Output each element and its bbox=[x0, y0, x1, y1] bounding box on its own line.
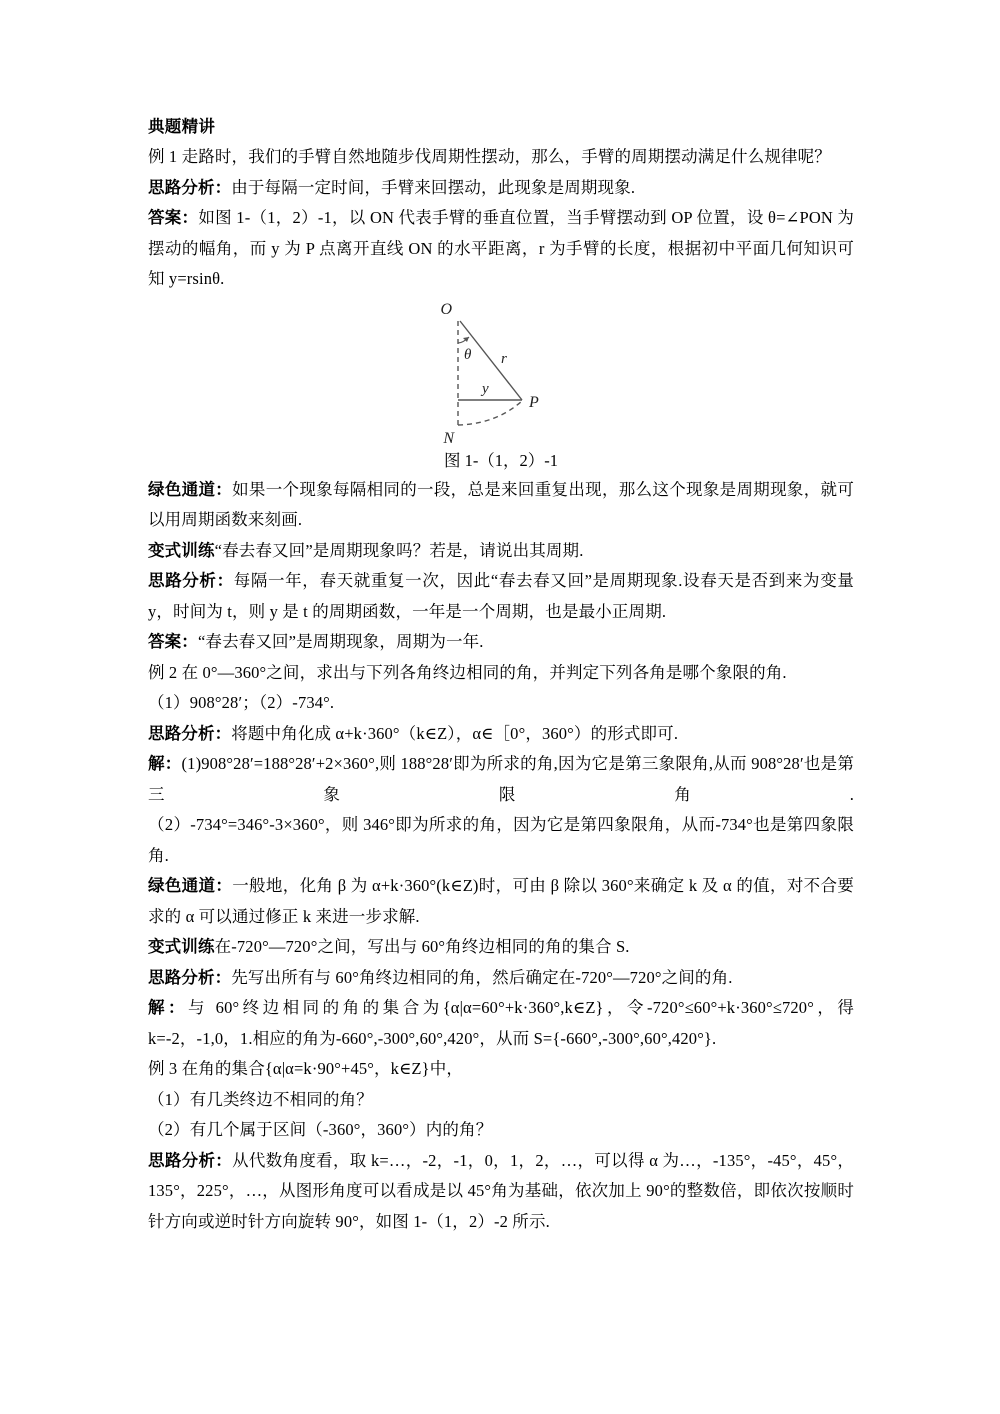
solution-label: 解： bbox=[148, 754, 182, 773]
example2-analysis bbox=[148, 719, 854, 750]
analysis-text: 每隔一年，春天就重复一次，因此“春去春又回”是周期现象.设春天是否到来为变量 y，时间为 t，则 y 是 t 的周期函数，一年是一个周期，也是最小正周期. bbox=[148, 571, 854, 621]
figure-label-O: O bbox=[440, 300, 452, 318]
figure-label-y: y bbox=[482, 380, 489, 397]
document-content bbox=[148, 112, 854, 1237]
figure-label-r: r bbox=[501, 350, 507, 367]
example2-solution-2 bbox=[148, 810, 854, 871]
example2-solution-1 bbox=[148, 749, 854, 810]
variant-text: “春去春又回”是周期现象吗？若是，请说出其周期. bbox=[214, 540, 584, 560]
variant-training-2 bbox=[148, 932, 854, 963]
figure-label-N: N bbox=[443, 429, 454, 445]
analysis-text: 将题中角化成 α+k·360°（k∈Z），α∈［0°，360°）的形式即可. bbox=[231, 723, 679, 743]
example3-question-2 bbox=[148, 1115, 854, 1146]
green-channel-text: 一般地，化角 β 为 α+k·360°(k∈Z)时，可由 β 除以 360°来确定 k 及 α 的值，对不合要求的 α 可以通过修正 k 来进一步求解. bbox=[148, 876, 855, 926]
analysis-text: 从代数角度看，取 k=…，-2，-1，0，1，2，…，可以得 α 为…，-135°，-45°，45°，135°，225°，…，从图形角度可以看成是以 45°角为基础，依次加上 90°的整数倍，即依次按顺时针方向或逆时针方向旋转 90°，如图 1-（1，2）-2 所示. bbox=[148, 1150, 855, 1231]
analysis-label: 思路分析： bbox=[148, 571, 234, 590]
analysis-label: 思路分析： bbox=[148, 177, 232, 197]
page-title: 典题精讲 bbox=[148, 117, 216, 136]
variant2-solution bbox=[148, 993, 854, 1054]
example2-prompt bbox=[148, 658, 854, 689]
figure-svg bbox=[416, 297, 596, 445]
example3-q2-text: （2）有几个属于区间（-360°，360°）内的角？ bbox=[148, 1120, 493, 1139]
example1-prompt-text: 例 1 走路时，我们的手臂自然地随步伐周期性摆动，那么，手臂的周期摆动满足什么规律呢？ bbox=[148, 147, 831, 166]
figure-caption: 图 1-（1，2）-1 bbox=[443, 450, 559, 470]
green-channel-2 bbox=[148, 871, 854, 932]
variant-text: 在-720°—720°之间，写出与 60°角终边相同的角的集合 S. bbox=[214, 937, 630, 956]
solution-text: (1)908°28′=188°28′+2×360°,则 188°28′即为所求的角,因为它是第三象限角,从而 908°28′也是第三象限角. bbox=[148, 754, 854, 804]
figure-label-P: P bbox=[529, 393, 539, 411]
example1-prompt bbox=[148, 142, 854, 173]
green-channel-1 bbox=[148, 475, 854, 536]
solution-text: 与 60°终边相同的角的集合为{α|α=60°+k·360°,k∈Z}，令-720°≤60°+k·360°≤720°，得 k=-2，-1,0，1.相应的角为-660°,-300°,60°,420°，从而 S={-660°,-300°,60°,420°}. bbox=[148, 998, 854, 1048]
arc-NP-dashed bbox=[458, 401, 522, 425]
analysis-text: 先写出所有与 60°角终边相同的角，然后确定在-720°—720°之间的角. bbox=[231, 967, 733, 987]
solution-label: 解： bbox=[148, 998, 189, 1017]
green-channel-text: 如果一个现象每隔相同的一段，总是来回重复出现，那么这个现象是周期现象，就可以用周期函数来刻画. bbox=[148, 479, 854, 529]
answer-label: 答案： bbox=[148, 208, 199, 227]
variant2-analysis bbox=[148, 963, 854, 994]
example1-analysis bbox=[148, 173, 854, 204]
green-channel-label: 绿色通道： bbox=[148, 876, 233, 895]
example3-prompt-text: 例 3 在角的集合{α|α=k·90°+45°，k∈Z}中， bbox=[148, 1059, 464, 1078]
solution-text: （2）-734°=346°-3×360°，则 346°即为所求的角，因为它是第四象限角，从而-734°也是第四象限角. bbox=[148, 815, 854, 865]
variant-label: 变式训练 bbox=[148, 937, 215, 956]
variant-label: 变式训练 bbox=[148, 540, 215, 560]
example2-items-text: （1）908°28′；（2）-734°. bbox=[148, 693, 335, 712]
example2-prompt-text: 例 2 在 0°—360°之间，求出与下列各角终边相同的角，并判定下列各角是哪个象限的角. bbox=[148, 662, 787, 682]
example3-analysis bbox=[148, 1146, 854, 1238]
analysis-label: 思路分析： bbox=[148, 723, 232, 743]
analysis-label: 思路分析： bbox=[148, 967, 232, 987]
figure-pendulum-arm bbox=[148, 297, 854, 447]
analysis-label: 思路分析： bbox=[148, 1150, 233, 1170]
answer-text: “春去春又回”是周期现象，周期为一年. bbox=[197, 632, 484, 651]
green-channel-label: 绿色通道： bbox=[148, 479, 233, 499]
figure-label-theta: θ bbox=[464, 346, 472, 363]
answer-label: 答案： bbox=[148, 632, 198, 651]
variant1-answer bbox=[148, 627, 854, 658]
variant-training-1 bbox=[148, 536, 854, 567]
example3-question-1 bbox=[148, 1085, 854, 1116]
example3-prompt bbox=[148, 1054, 854, 1085]
answer-text: 如图 1-（1，2）-1，以 ON 代表手臂的垂直位置，当手臂摆动到 OP 位置，设 θ=∠PON 为摆动的幅角，而 y 为 P 点离开直线 ON 的水平距离，r 为手臂的长度，根据初中平面几何知识可知 y=rsinθ. bbox=[148, 208, 855, 288]
variant1-analysis bbox=[148, 566, 854, 627]
example1-answer bbox=[148, 203, 854, 295]
example2-items bbox=[148, 688, 854, 719]
example3-q1-text: （1）有几类终边不相同的角？ bbox=[148, 1089, 373, 1109]
analysis-text: 由于每隔一定时间，手臂来回摆动，此现象是周期现象. bbox=[231, 177, 636, 197]
